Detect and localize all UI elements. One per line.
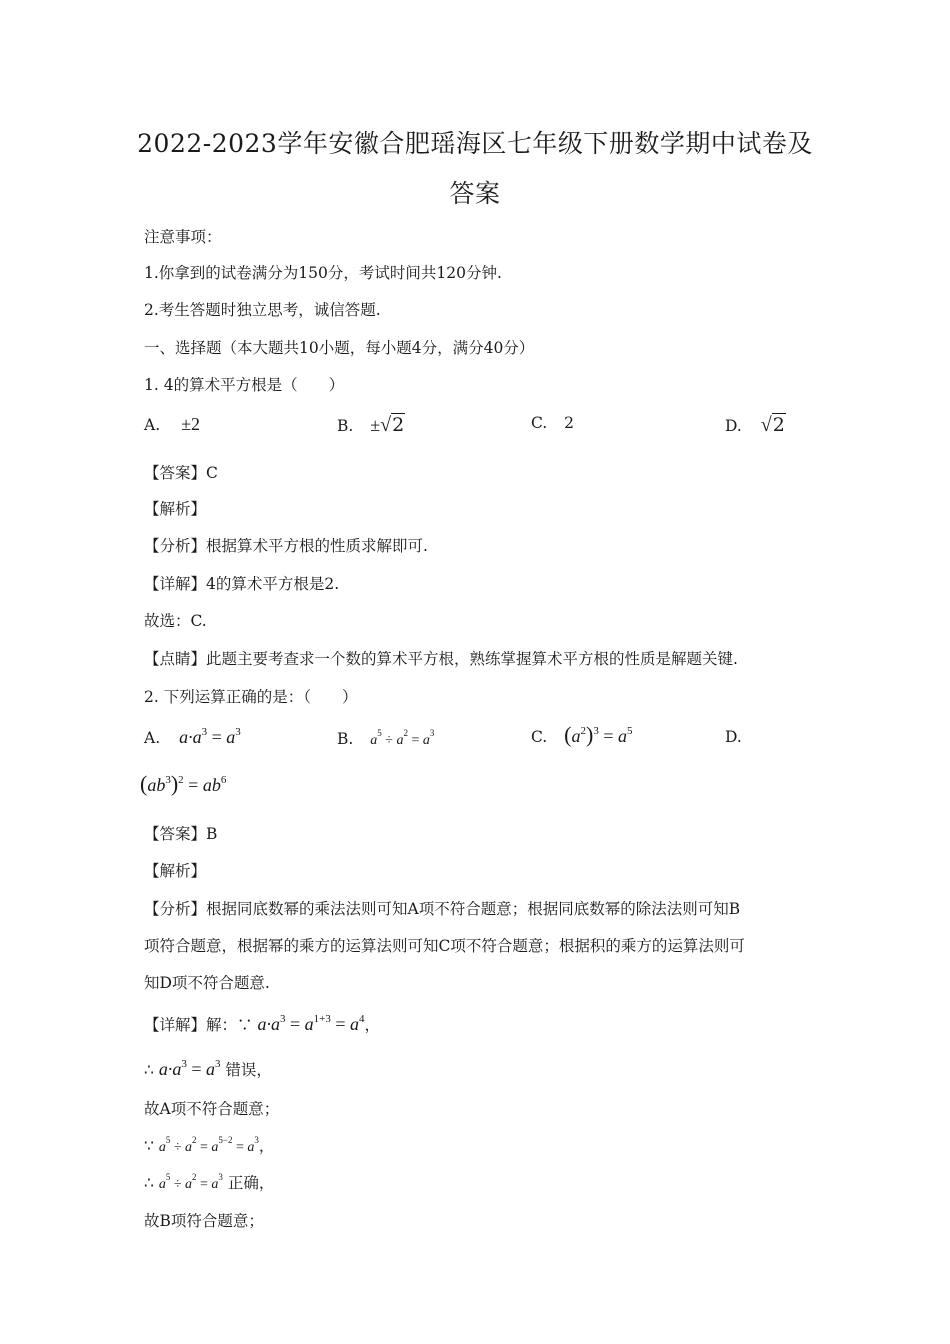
q2-xiangjie-prefix: 【详解】解： bbox=[144, 1016, 238, 1034]
q1-option-d bbox=[725, 414, 786, 437]
q2-correct-text: 正确， bbox=[227, 1174, 275, 1192]
q2-step-formula-2: $a\cdot a^3 = a^3$ bbox=[158, 1058, 221, 1079]
q2-answer: 【答案】B bbox=[144, 825, 218, 843]
comma: ， bbox=[364, 1016, 381, 1034]
q1-option-c-value: 2 bbox=[564, 414, 575, 432]
q2-step-formula-3: $a^5 \div a^2 = a^{5-2} = a^3$ bbox=[158, 1135, 259, 1155]
q1-guxuan: 故选：C. bbox=[144, 612, 207, 630]
q1-option-d-radicand: 2 bbox=[772, 414, 785, 436]
q2-option-a bbox=[144, 726, 241, 748]
q1-option-d-label: D. bbox=[725, 417, 742, 435]
q1-option-b-sign: ± bbox=[370, 415, 381, 435]
q1-option-c-label: C. bbox=[531, 414, 548, 432]
q1-fenxi: 【分析】根据算术平方根的性质求解即可. bbox=[144, 537, 428, 555]
q1-option-b bbox=[337, 414, 405, 437]
q2-option-b-formula: $a^5 \div a^2 = a^3$ bbox=[370, 728, 435, 748]
radical-sign: √ bbox=[760, 414, 772, 436]
q1-dianjing: 【点睛】此题主要考查求一个数的算术平方根，熟练掌握算术平方根的性质是解题关键. bbox=[144, 650, 738, 668]
q1-option-c bbox=[531, 414, 574, 432]
q2-option-c-label: C. bbox=[531, 728, 548, 746]
q2-option-a-label: A. bbox=[144, 729, 161, 747]
q1-answer: 【答案】C bbox=[144, 464, 218, 482]
comma: ， bbox=[258, 1137, 275, 1155]
q2-xiangjie-line4 bbox=[144, 1134, 274, 1156]
q2-xiangjie-line5 bbox=[144, 1171, 274, 1193]
q2-option-b bbox=[337, 728, 434, 749]
q2-step-formula-4: $a^5 \div a^2 = a^3$ bbox=[158, 1172, 223, 1192]
notice-item-2: 2.考生答题时独立思考，诚信答题. bbox=[144, 301, 381, 319]
q2-fenxi-line3: 知D项不符合题意. bbox=[144, 974, 270, 992]
q2-option-d-formula: $(ab^3)^2 = ab^6$ bbox=[140, 771, 227, 796]
q1-option-a bbox=[144, 414, 200, 435]
q2-option-b-label: B. bbox=[337, 730, 354, 748]
notice-heading: 注意事项： bbox=[144, 228, 222, 246]
q2-stem: 2. 下列运算正确的是：（ ） bbox=[144, 688, 358, 706]
q2-step-formula-1: $a\cdot a^3 = a^{1+3} = a^4$ bbox=[257, 1013, 365, 1034]
q2-option-d-label: D. bbox=[725, 728, 742, 746]
q1-stem: 1. 4的算术平方根是（ ） bbox=[144, 376, 345, 394]
q2-xiangjie-line1 bbox=[144, 1013, 380, 1035]
q2-option-c bbox=[531, 722, 632, 748]
therefore-symbol: ∴ bbox=[144, 1061, 154, 1079]
because-symbol: ∵ bbox=[144, 1137, 154, 1155]
q2-fenxi-line1: 【分析】根据同底数幂的乘法法则可知A项不符合题意；根据同底数幂的除法法则可知B bbox=[144, 900, 741, 918]
q1-option-b-label: B. bbox=[337, 417, 354, 435]
section-heading: 一、选择题（本大题共10小题，每小题4分，满分40分） bbox=[144, 339, 535, 357]
q1-analysis-heading: 【解析】 bbox=[144, 500, 207, 518]
notice-item-1: 1.你拿到的试卷满分为150分，考试时间共120分钟. bbox=[144, 264, 502, 282]
radical-sign: √ bbox=[380, 414, 392, 436]
q1-option-a-label: A. bbox=[144, 416, 161, 434]
q2-concl-b: 故B项符合题意； bbox=[144, 1212, 264, 1230]
q1-xiangjie: 【详解】4的算术平方根是2. bbox=[144, 575, 340, 593]
therefore-symbol: ∴ bbox=[144, 1174, 154, 1192]
q1-option-a-value: ±2 bbox=[181, 414, 200, 434]
q1-option-b-radicand: 2 bbox=[392, 414, 405, 436]
q2-option-d bbox=[725, 728, 742, 746]
q2-analysis-heading: 【解析】 bbox=[144, 862, 207, 880]
q2-xiangjie-line2 bbox=[144, 1058, 272, 1080]
q2-wrong-text: 错误， bbox=[225, 1061, 272, 1079]
doc-title-line2: 答案 bbox=[449, 179, 501, 208]
q2-fenxi-line2: 项符合题意，根据幂的乘方的运算法则可知C项不符合题意；根据积的乘方的运算法则可 bbox=[144, 937, 745, 955]
because-symbol: ∵ bbox=[237, 1016, 253, 1034]
q2-concl-a: 故A项不符合题意； bbox=[144, 1100, 280, 1118]
q2-option-a-formula: $a\cdot a^3 = a^3$ bbox=[179, 726, 241, 747]
doc-title-line1: 2022-2023学年安徽合肥瑶海区七年级下册数学期中试卷及 bbox=[137, 129, 813, 158]
q2-option-c-formula: $(a^2)^3 = a^5$ bbox=[564, 722, 633, 747]
